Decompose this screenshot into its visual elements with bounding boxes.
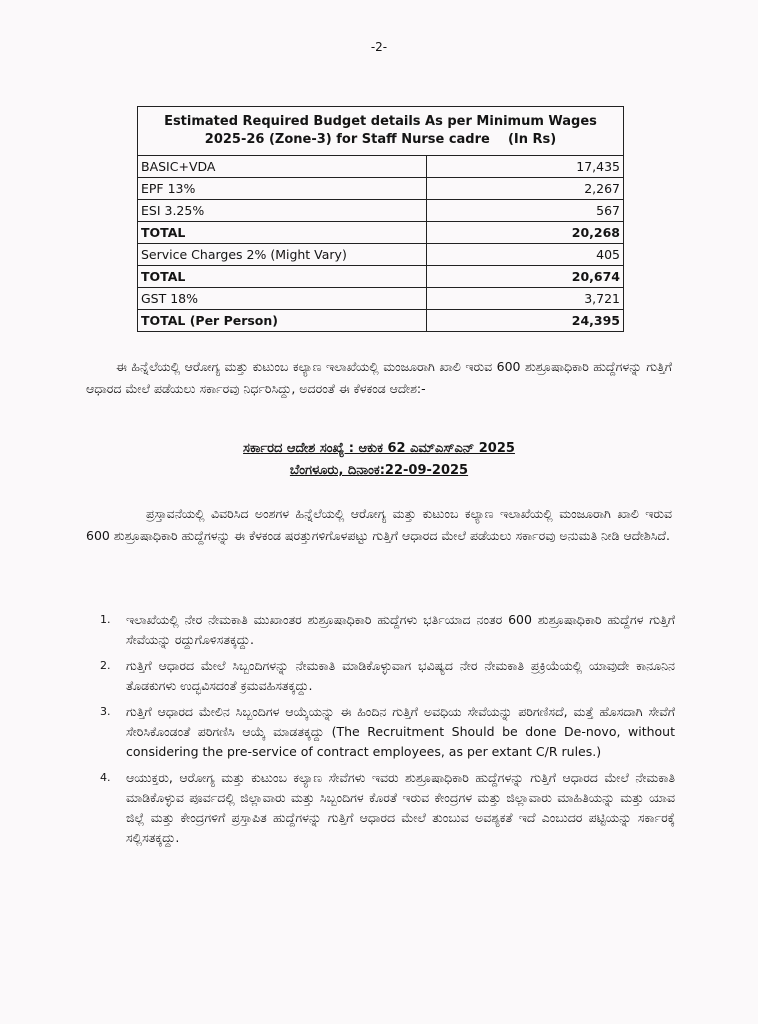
row-value: 24,395 <box>427 310 624 332</box>
table-row <box>138 156 624 178</box>
row-value: 567 <box>427 200 624 222</box>
row-label: BASIC+VDA <box>138 156 427 178</box>
list-item <box>100 768 675 848</box>
row-value: 405 <box>427 244 624 266</box>
table-row-total <box>138 266 624 288</box>
order-number-heading: ಸರ್ಕಾರದ ಆದೇಶ ಸಂಖ್ಯೆ : ಆಕುಕ 62 ಎಮ್‌ಎಸ್‌ಎನ್ 2025 <box>243 441 515 456</box>
list-item <box>100 656 675 696</box>
condition-number: 1. <box>100 613 111 626</box>
row-label: Service Charges 2% (Might Vary) <box>138 244 427 266</box>
order-paragraph: ಪ್ರಸ್ತಾವನೆಯಲ್ಲಿ ವಿವರಿಸಿದ ಅಂಶಗಳ ಹಿನ್ನೆಲೆಯಲ್ಲಿ ಆರೋಗ್ಯ ಮತ್ತು ಕುಟುಂಬ ಕಲ್ಯಾಣ ಇಲಾಖೆಯಲ್ಲಿ ಮಂಜೂರಾಗಿ ಖಾಲಿ ಇರುವ 600 ಶುಶ್ರೂಷಾಧಿಕಾರಿ ಹುದ್ದೆಗಳನ್ನು ಈ ಕೆಳಕಂಡ ಷರತ್ತುಗಳಿಗೊಳಪಟ್ಟು ಗುತ್ತಿಗೆ ಆಧಾರದ ಮೇಲೆ ಪಡೆಯಲು ಸರ್ಕಾರವು ಅನುಮತಿ ನೀಡಿ ಆದೇಶಿಸಿದೆ. <box>86 506 672 543</box>
row-value: 20,268 <box>427 222 624 244</box>
table-row <box>138 244 624 266</box>
condition-number: 3. <box>100 705 111 718</box>
table-row <box>138 178 624 200</box>
condition-number: 4. <box>100 771 111 784</box>
page-number: -2- <box>370 40 388 54</box>
table-row-total <box>138 222 624 244</box>
row-value: 2,267 <box>427 178 624 200</box>
row-label: TOTAL <box>138 266 427 288</box>
budget-table <box>137 106 624 332</box>
budget-table-title <box>138 107 624 156</box>
table-row-grand-total <box>138 310 624 332</box>
condition-number: 2. <box>100 659 111 672</box>
row-label: TOTAL <box>138 222 427 244</box>
condition-text: ಇಲಾಖೆಯಲ್ಲಿ ನೇರ ನೇಮಕಾತಿ ಮುಖಾಂತರ ಶುಶ್ರೂಷಾಧಿಕಾರಿ ಹುದ್ದೆಗಳು ಭರ್ತಿಯಾದ ನಂತರ 600 ಶುಶ್ರೂಷಾಧಿಕಾರಿ ಹುದ್ದೆಗಳ ಗುತ್ತಿಗೆ ಸೇವೆಯನ್ನು ರದ್ದುಗೊಳಿಸತಕ್ಕದ್ದು. <box>126 612 675 647</box>
row-label: EPF 13% <box>138 178 427 200</box>
row-value: 3,721 <box>427 288 624 310</box>
condition-text: ಗುತ್ತಿಗೆ ಆಧಾರದ ಮೇಲೆ ಸಿಬ್ಬಂದಿಗಳನ್ನು ನೇಮಕಾತಿ ಮಾಡಿಕೊಳ್ಳುವಾಗ ಭವಿಷ್ಯದ ನೇರ ನೇಮಕಾತಿ ಪ್ರಕ್ರಿಯೆಯಲ್ಲಿ ಯಾವುದೇ ಕಾನೂನಿನ ತೊಡಕುಗಳು ಉದ್ಭವಿಸದಂತೆ ಕ್ರಮವಹಿಸತಕ್ಕದ್ದು. <box>126 658 675 693</box>
condition-text: ಆಯುಕ್ತರು, ಆರೋಗ್ಯ ಮತ್ತು ಕುಟುಂಬ ಕಲ್ಯಾಣ ಸೇವೆಗಳು ಇವರು ಶುಶ್ರೂಷಾಧಿಕಾರಿ ಹುದ್ದೆಗಳನ್ನು ಗುತ್ತಿಗೆ ಆಧಾರದ ಮೇಲೆ ನೇಮಕಾತಿ ಮಾಡಿಕೊಳ್ಳುವ ಪೂರ್ವದಲ್ಲಿ ಜಿಲ್ಲಾವಾರು ಮತ್ತು ಸಿಬ್ಬಂದಿಗಳ ಕೊರತೆ ಇರುವ ಕೇಂದ್ರಗಳ ಮತ್ತು ಜಿಲ್ಲಾವಾರು ಮಾಹಿತಿಯನ್ನು ಮತ್ತು ಯಾವ ಜಿಲ್ಲೆ ಮತ್ತು ಕೇಂದ್ರಗಳಿಗೆ ಪ್ರಸ್ತಾಪಿತ ಹುದ್ದೆಗಳನ್ನು ಗುತ್ತಿಗೆ ಆಧಾರದ ಮೇಲೆ ತುಂಬುವ ಅವಶ್ಯಕತೆ ಇದೆ ಎಂಬುದರ ಪಟ್ಟಿಯನ್ನು ಸರ್ಕಾರಕ್ಕೆ ಸಲ್ಲಿಸತಕ್ಕದ್ದು. <box>126 770 675 845</box>
row-value: 20,674 <box>427 266 624 288</box>
row-label: TOTAL (Per Person) <box>138 310 427 332</box>
list-item <box>100 610 675 650</box>
row-label: GST 18% <box>138 288 427 310</box>
conditions-list <box>100 610 675 854</box>
intro-paragraph: ಈ ಹಿನ್ನೆಲೆಯಲ್ಲಿ ಆರೋಗ್ಯ ಮತ್ತು ಕುಟುಂಬ ಕಲ್ಯಾಣ ಇಲಾಖೆಯಲ್ಲಿ ಮಂಜೂರಾಗಿ ಖಾಲಿ ಇರುವ 600 ಶುಶ್ರೂಷಾಧಿಕಾರಿ ಹುದ್ದೆಗಳನ್ನು ಗುತ್ತಿಗೆ ಆಧಾರದ ಮೇಲೆ ಪಡೆಯಲು ಸರ್ಕಾರವು ನಿರ್ಧರಿಸಿದ್ದು, ಅದರಂತೆ ಈ ಕೆಳಕಂಡ ಆದೇಶ:- <box>86 359 672 396</box>
table-row <box>138 200 624 222</box>
budget-title-line-2: 2025-26 (Zone-3) for Staff Nurse cadre (In Rs) <box>204 132 557 147</box>
row-label: ESI 3.25% <box>138 200 427 222</box>
order-place-date: ಬೆಂಗಳೂರು, ದಿನಾಂಕ:22-09-2025 <box>289 463 469 478</box>
condition-text: ಗುತ್ತಿಗೆ ಆಧಾರದ ಮೇಲಿನ ಸಿಬ್ಬಂದಿಗಳ ಆಯ್ಕೆಯನ್ನು ಈ ಹಿಂದಿನ ಗುತ್ತಿಗೆ ಅವಧಿಯ ಸೇವೆಯನ್ನು ಪರಿಗಣಿಸದೆ, ಮತ್ತೆ ಹೊಸದಾಗಿ ಸೇವೆಗೆ ಸೇರಿಸಿಕೊಂಡಂತೆ ಪರಿಗಣಿಸಿ ಆಯ್ಕೆ ಮಾಡತಕ್ಕದ್ದು (The Recruitment Should be done De-novo, without considering the pre-service of contract employees, as per extant C/R rules.) <box>126 704 675 759</box>
list-item <box>100 702 675 762</box>
table-row <box>138 288 624 310</box>
budget-title-line-1: Estimated Required Budget details As per Minimum Wages <box>164 114 597 129</box>
row-value: 17,435 <box>427 156 624 178</box>
budget-table-header <box>138 107 624 156</box>
